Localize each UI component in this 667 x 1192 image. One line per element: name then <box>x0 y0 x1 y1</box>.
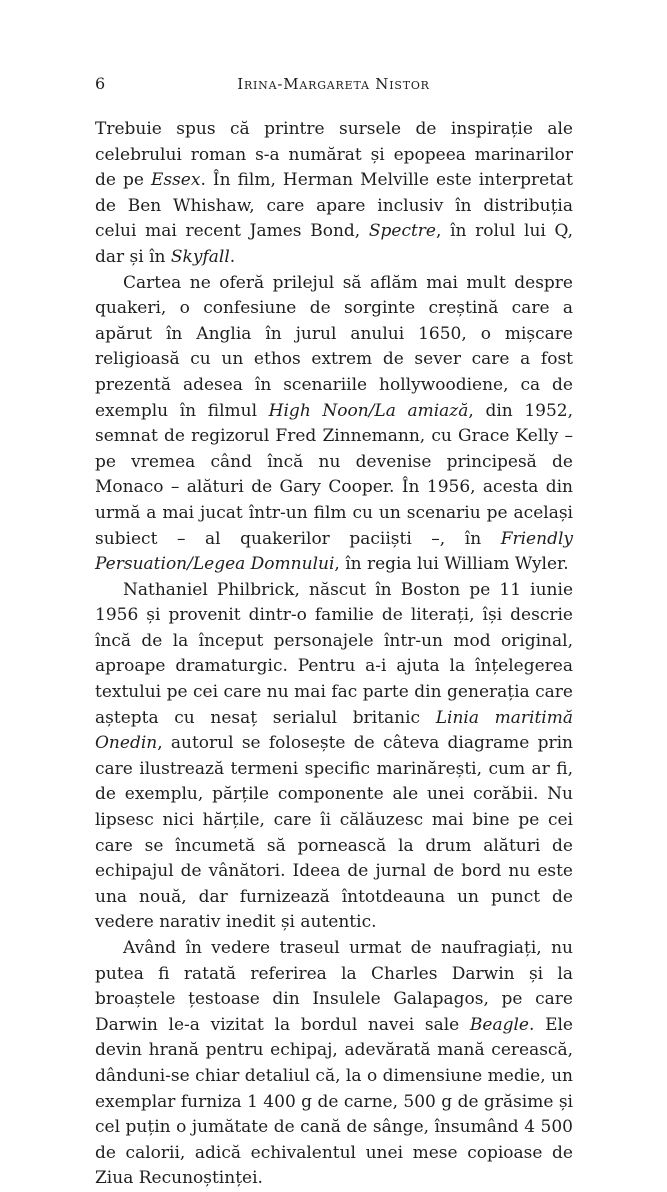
text-run: . <box>229 246 236 267</box>
italic-title: High Noon/La amiază <box>268 400 469 421</box>
page-number: 6 <box>95 74 106 93</box>
running-head: Irina-Margareta Nistor <box>237 75 430 93</box>
text-run: , în regia lui William Wyler. <box>334 554 569 575</box>
paragraph-2 <box>95 271 573 578</box>
text-run: Trebuie spus că printre sursele de inspirație ale celebrului roman s-a numărat și epopeea marinarilor de pe <box>95 119 573 191</box>
paragraph-4 <box>95 936 573 1192</box>
italic-title: Essex <box>150 170 201 191</box>
text-run: , din 1952, semnat de regizorul Fred Zinnemann, cu Grace Kelly – pe vremea când încă nu devenise principesă de Monaco – alături de Gary Cooper. În 1956, acesta din urmă a mai jucat într-un film cu un scenariu pe același subiect – al quakerilor paciiști –, în <box>95 400 574 549</box>
paragraph-1 <box>95 117 573 271</box>
text-run: . Ele devin hrană pentru echipaj, adevărată mană cerească, dânduni-se chiar detaliul că, la o dimensiune medie, un exemplar furniza 1 400 g de carne, 500 g de grăsime și cel puțin o jumătate de cană de sânge, însumând 4 500 de calorii, adică echivalentul unei mese copioase de Ziua Recunoștinței. <box>95 1014 573 1189</box>
italic-title: Beagle <box>469 1014 529 1035</box>
italic-title: Skyfall <box>170 246 230 267</box>
italic-title: Linia maritimă Onedin <box>95 707 573 754</box>
text-run: Cartea ne oferă prilejul să aflăm mai mult despre quakeri, o confesiune de sorginte creștină care a apărut în Anglia în jurul anului 1650, o mișcare religioasă cu un ethos extrem de sever care a fost prezentă adesea în scenariile hollywoodiene, ca de exemplu în filmul <box>95 272 573 421</box>
page-header <box>95 73 572 95</box>
italic-title: Friendly Persuation/Legea Domnului <box>95 528 573 575</box>
body-text <box>95 117 573 1192</box>
italic-title: Spectre <box>368 221 436 242</box>
text-run: , în rolul lui Q, dar și în <box>95 221 574 267</box>
text-run: . În film, Herman Melville este interpretat de Ben Whishaw, care apare inclusiv în distribuția celui mai recent James Bond, <box>95 170 573 242</box>
text-run: Nathaniel Philbrick, născut în Boston pe 11 iunie 1956 și provenit dintr-o familie de literați, își descrie încă de la început personajele într-un mod original, aproape dramaturgic. Pentru a-i ajuta la înțelegerea textului pe cei care nu mai fac parte din generația care aștepta cu nesaț serialul britanic <box>95 579 573 728</box>
text-run: , autorul se folosește de câteva diagrame prin care ilustrează termeni specific marinărești, cum ar fi, de exemplu, părțile componente ale unei corăbii. Nu lipsesc nici hărțile, care îi călăuzesc mai bine pe cei care se încumetă să pornească la drum alături de echipajul de vânători. Ideea de jurnal de bord nu este una nouă, dar furnizează întotdeauna un punct de vedere narativ inedit și autentic. <box>95 733 573 933</box>
text-run: Având în vedere traseul urmat de naufragiați, nu putea fi ratată referirea la Charles Darwin și la broaștele țestoase din Insulele Galapagos, pe care Darwin le-a vizitat la bordul navei sale <box>95 938 573 1035</box>
paragraph-3 <box>95 578 573 936</box>
